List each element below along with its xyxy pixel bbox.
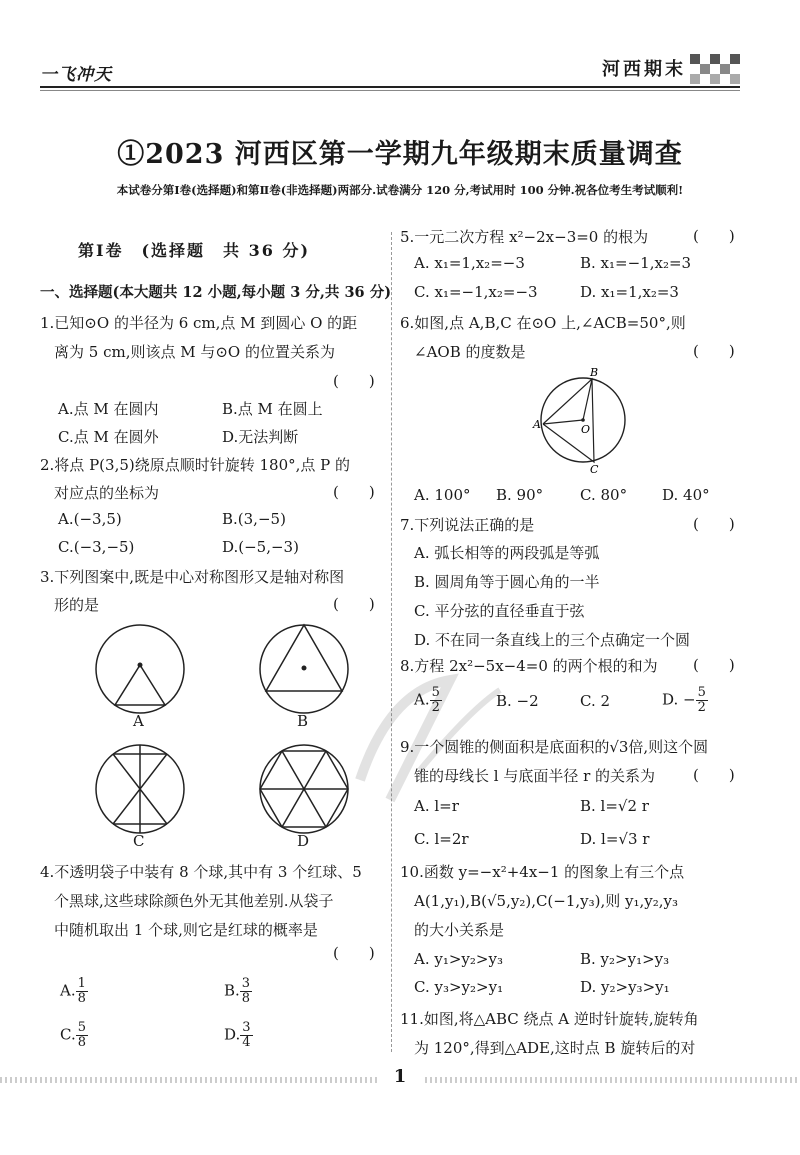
q10-line2: A(1,y₁),B(√5,y₂),C(−1,y₃),则 y₁,y₂,y₃ (414, 892, 679, 910)
page-number: 1 (378, 1066, 422, 1092)
q8-option-b[interactable]: B. −2 (496, 692, 539, 710)
q3-figure-d[interactable] (257, 742, 351, 836)
column-divider (391, 232, 392, 1052)
q9-option-c[interactable]: C. l=2r (414, 830, 469, 848)
q8-line1: 8.方程 2x²−5x−4=0 的两个根的和为 (400, 657, 658, 675)
q10-option-a[interactable]: A. y₁>y₂>y₃ (414, 950, 503, 968)
q8-answer-paren[interactable]: ( ) (693, 656, 735, 674)
q7-line1: 7.下列说法正确的是 (400, 516, 535, 534)
q6-label-a: A (533, 418, 541, 431)
q3-line1: 3.下列图案中,既是中心对称图形又是轴对称图 (40, 568, 345, 586)
section-title: 第Ⅰ卷 (选择题 共 36 分) (78, 241, 311, 260)
q6-label-c: C (590, 463, 599, 474)
q9-option-a[interactable]: A. l=r (414, 797, 459, 815)
q2-option-a[interactable]: A.(−3,5) (58, 510, 122, 528)
q10-line3: 的大小关系是 (414, 921, 505, 939)
q4-option-a[interactable]: A. $\frac{1}{8}$ (60, 976, 86, 1006)
q7-option-d[interactable]: D. 不在同一条直线上的三个点确定一个圆 (414, 631, 691, 649)
q7-answer-paren[interactable]: ( ) (693, 515, 735, 533)
q4-option-b[interactable]: B. $\frac{3}{8}$ (224, 976, 251, 1006)
q1-option-d[interactable]: D.无法判断 (222, 428, 299, 446)
q1-option-c[interactable]: C.点 M 在圆外 (58, 428, 159, 446)
q3-label-c: C (133, 832, 145, 850)
header-rule-thin (40, 90, 740, 91)
q4-line1: 4.不透明袋子中装有 8 个球,其中有 3 个红球、5 (40, 863, 362, 881)
q5-option-a[interactable]: A. x₁=1,x₂=−3 (414, 254, 525, 272)
q6-option-d[interactable]: D. 40° (662, 486, 710, 504)
brand-logo: 一飞冲天 (40, 65, 112, 85)
q10-option-d[interactable]: D. y₂>y₃>y₁ (580, 978, 670, 996)
q2-answer-paren[interactable]: ( ) (333, 483, 375, 501)
exam-instructions: 本试卷分第Ⅰ卷(选择题)和第Ⅱ卷(非选择题)两部分.试卷满分 120 分,考试用时 100 分钟.祝各位考生考试顺利! (116, 183, 684, 197)
q3-figure-c[interactable] (93, 742, 187, 836)
q3-answer-paren[interactable]: ( ) (333, 595, 375, 613)
q3-label-d: D (297, 832, 310, 850)
q8-option-a[interactable]: A. $\frac{5}{2}$ (414, 685, 440, 715)
q1-line2: 离为 5 cm,则该点 M 与⊙O 的位置关系为 (54, 343, 336, 361)
q2-option-b[interactable]: B.(3,−5) (222, 510, 286, 528)
q4-line2: 个黑球,这些球除颜色外无其他差别.从袋子 (54, 892, 334, 910)
q5-answer-paren[interactable]: ( ) (693, 227, 735, 245)
q5-option-c[interactable]: C. x₁=−1,x₂=−3 (414, 283, 538, 301)
q11-line2: 为 120°,得到△ADE,这时点 B 旋转后的对 (414, 1039, 696, 1057)
q11-line1: 11.如图,将△ABC 绕点 A 逆时针旋转,旋转角 (400, 1010, 699, 1028)
q9-answer-paren[interactable]: ( ) (693, 766, 735, 784)
q4-option-d[interactable]: D. $\frac{3}{4}$ (224, 1020, 251, 1050)
q6-line2: ∠AOB 的度数是 (414, 343, 526, 361)
checker-decoration (690, 50, 742, 84)
q4-answer-paren[interactable]: ( ) (333, 944, 375, 962)
q6-label-b: B (590, 366, 599, 379)
q7-option-b[interactable]: B. 圆周角等于圆心角的一半 (414, 573, 600, 591)
q3-label-a: A (133, 712, 144, 730)
q10-option-b[interactable]: B. y₂>y₁>y₃ (580, 950, 670, 968)
q1-line1: 1.已知⊙O 的半径为 6 cm,点 M 到圆心 O 的距 (40, 314, 358, 332)
q6-label-o: O (581, 423, 591, 436)
q10-option-c[interactable]: C. y₃>y₂>y₁ (414, 978, 504, 996)
q6-line1: 6.如图,点 A,B,C 在⊙O 上,∠ACB=50°,则 (400, 314, 686, 332)
q3-label-b: B (297, 712, 309, 730)
q9-line2: 锥的母线长 l 与底面半径 r 的关系为 (414, 767, 656, 785)
q5-option-d[interactable]: D. x₁=1,x₂=3 (580, 283, 679, 301)
q5-line1: 5.一元二次方程 x²−2x−3=0 的根为 (400, 228, 649, 246)
q9-option-b[interactable]: B. l=√2 r (580, 797, 649, 815)
q1-option-b[interactable]: B.点 M 在圆上 (222, 400, 323, 418)
q5-option-b[interactable]: B. x₁=−1,x₂=3 (580, 254, 692, 272)
q3-figure-a[interactable] (93, 622, 187, 716)
q6-option-b[interactable]: B. 90° (496, 486, 544, 504)
q6-option-c[interactable]: C. 80° (580, 486, 628, 504)
q2-line1: 2.将点 P(3,5)绕原点顺时针旋转 180°,点 P 的 (40, 456, 351, 474)
q9-option-d[interactable]: D. l=√3 r (580, 830, 650, 848)
header-label: 河西期末 (602, 59, 686, 80)
q8-option-c[interactable]: C. 2 (580, 692, 611, 710)
page-title: ①2023 河西区第一学期九年级期末质量调查 (117, 139, 683, 170)
q8-option-d[interactable]: D. − $\frac{5}{2}$ (662, 685, 706, 715)
q6-circle-figure (530, 366, 630, 474)
header-rule (40, 86, 740, 88)
q6-answer-paren[interactable]: ( ) (693, 342, 735, 360)
q1-answer-paren[interactable]: ( ) (333, 372, 375, 390)
q3-line2: 形的是 (54, 596, 100, 614)
q7-option-c[interactable]: C. 平分弦的直径垂直于弦 (414, 602, 585, 620)
q6-option-a[interactable]: A. 100° (414, 486, 471, 504)
section-part: 一、选择题(本大题共 12 小题,每小题 3 分,共 36 分) (40, 284, 392, 301)
q2-option-c[interactable]: C.(−3,−5) (58, 538, 135, 556)
q4-option-c[interactable]: C. $\frac{5}{8}$ (60, 1020, 86, 1050)
q3-figure-b[interactable] (257, 622, 351, 716)
q7-option-a[interactable]: A. 弧长相等的两段弧是等弧 (414, 544, 600, 562)
q2-line2: 对应点的坐标为 (54, 484, 160, 502)
q9-line1: 9.一个圆锥的侧面积是底面积的√3倍,则这个圆 (400, 738, 709, 756)
q1-option-a[interactable]: A.点 M 在圆内 (58, 400, 159, 418)
q10-line1: 10.函数 y=−x²+4x−1 的图象上有三个点 (400, 863, 685, 881)
q2-option-d[interactable]: D.(−5,−3) (222, 538, 299, 556)
q4-line3: 中随机取出 1 个球,则它是红球的概率是 (54, 921, 318, 939)
